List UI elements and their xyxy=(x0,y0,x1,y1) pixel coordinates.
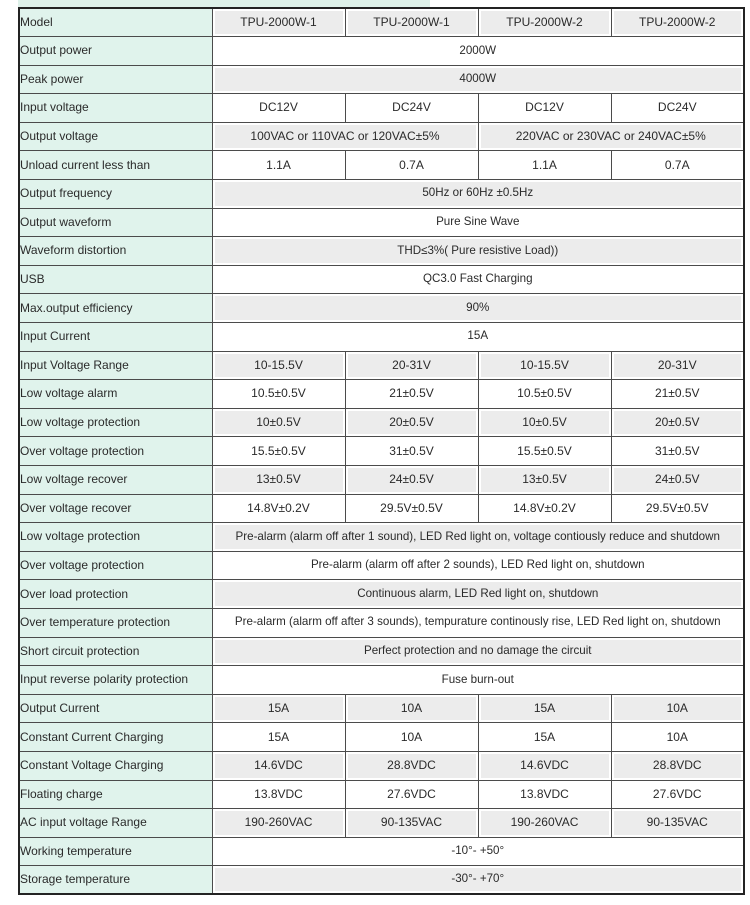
table-row xyxy=(19,237,744,266)
row-label: Max.output efficiency xyxy=(19,294,212,323)
table-row xyxy=(19,265,744,294)
table-row xyxy=(19,608,744,637)
spec-value-cell: 10A xyxy=(611,694,744,723)
table-row xyxy=(19,208,744,237)
spec-value-cell: 10±0.5V xyxy=(478,408,611,437)
table-row xyxy=(19,837,744,866)
table-row xyxy=(19,180,744,209)
spec-value-cell: 14.8V±0.2V xyxy=(478,494,611,523)
row-label: Input Current xyxy=(19,323,212,352)
spec-value-cell: 100VAC or 110VAC or 120VAC±5% xyxy=(212,122,478,151)
spec-value-cell: Pre-alarm (alarm off after 3 sounds), tempurature continously rise, LED Red light on, shutdown xyxy=(212,608,744,637)
row-label: Output voltage xyxy=(19,122,212,151)
spec-value-cell: 29.5V±0.5V xyxy=(345,494,478,523)
spec-value-cell: 13±0.5V xyxy=(478,466,611,495)
row-label: Output Current xyxy=(19,694,212,723)
row-label: Output waveform xyxy=(19,208,212,237)
table-row xyxy=(19,380,744,409)
spec-value-cell: 190-260VAC xyxy=(212,809,345,838)
table-row xyxy=(19,780,744,809)
row-label: Over temperature protection xyxy=(19,608,212,637)
spec-value-cell: 90-135VAC xyxy=(611,809,744,838)
spec-value-cell: 1.1A xyxy=(478,151,611,180)
spec-value-cell: 220VAC or 230VAC or 240VAC±5% xyxy=(478,122,744,151)
spec-value-cell: 13±0.5V xyxy=(212,466,345,495)
spec-value-cell: -10°- +50° xyxy=(212,837,744,866)
row-label: Output power xyxy=(19,37,212,66)
spec-value-cell: Fuse burn-out xyxy=(212,666,744,695)
table-row xyxy=(19,466,744,495)
spec-value-cell: 27.6VDC xyxy=(611,780,744,809)
table-row xyxy=(19,666,744,695)
spec-value-cell: 10A xyxy=(611,723,744,752)
row-label: Input reverse polarity protection xyxy=(19,666,212,695)
spec-value-cell: 29.5V±0.5V xyxy=(611,494,744,523)
spec-value-cell: 15.5±0.5V xyxy=(212,437,345,466)
spec-value-cell: 10A xyxy=(345,694,478,723)
table-row xyxy=(19,637,744,666)
spec-value-cell: TPU-2000W-2 xyxy=(611,8,744,37)
row-label: Input Voltage Range xyxy=(19,351,212,380)
spec-value-cell: 20-31V xyxy=(345,351,478,380)
spec-value-cell: 90-135VAC xyxy=(345,809,478,838)
spec-value-cell: Continuous alarm, LED Red light on, shutdown xyxy=(212,580,744,609)
spec-value-cell: 28.8VDC xyxy=(611,751,744,780)
spec-table-body xyxy=(19,8,744,894)
spec-value-cell: 31±0.5V xyxy=(611,437,744,466)
spec-value-cell: 10±0.5V xyxy=(212,408,345,437)
spec-value-cell: 10A xyxy=(345,723,478,752)
table-row xyxy=(19,809,744,838)
table-row xyxy=(19,408,744,437)
spec-value-cell: 10.5±0.5V xyxy=(212,380,345,409)
spec-value-cell: 20±0.5V xyxy=(611,408,744,437)
row-label: Unload current less than xyxy=(19,151,212,180)
spec-value-cell: 15A xyxy=(212,723,345,752)
table-row xyxy=(19,37,744,66)
spec-value-cell: Pure Sine Wave xyxy=(212,208,744,237)
spec-value-cell: 10.5±0.5V xyxy=(478,380,611,409)
spec-value-cell: Pre-alarm (alarm off after 1 sound), LED Red light on, voltage contiously reduce and shutdown xyxy=(212,523,744,552)
table-row xyxy=(19,8,744,37)
row-label: Low voltage protection xyxy=(19,408,212,437)
row-label: Short circuit protection xyxy=(19,637,212,666)
table-row xyxy=(19,494,744,523)
row-label: Output frequency xyxy=(19,180,212,209)
row-label: Input voltage xyxy=(19,94,212,123)
row-label: Over load protection xyxy=(19,580,212,609)
table-row xyxy=(19,323,744,352)
row-label: Low voltage recover xyxy=(19,466,212,495)
spec-value-cell: Perfect protection and no damage the circuit xyxy=(212,637,744,666)
spec-value-cell: 10-15.5V xyxy=(212,351,345,380)
row-label: Storage temperature xyxy=(19,866,212,895)
spec-value-cell: 20-31V xyxy=(611,351,744,380)
spec-value-cell: Pre-alarm (alarm off after 2 sounds), LED Red light on, shutdown xyxy=(212,551,744,580)
row-label: Peak power xyxy=(19,65,212,94)
table-row xyxy=(19,122,744,151)
spec-value-cell: QC3.0 Fast Charging xyxy=(212,265,744,294)
spec-value-cell: 15.5±0.5V xyxy=(478,437,611,466)
table-row xyxy=(19,751,744,780)
spec-value-cell: 24±0.5V xyxy=(611,466,744,495)
table-row xyxy=(19,351,744,380)
spec-value-cell: 13.8VDC xyxy=(212,780,345,809)
spec-value-cell: 190-260VAC xyxy=(478,809,611,838)
row-label: Low voltage alarm xyxy=(19,380,212,409)
spec-value-cell: 21±0.5V xyxy=(345,380,478,409)
table-row xyxy=(19,723,744,752)
row-label: Constant Voltage Charging xyxy=(19,751,212,780)
top-edge-strip xyxy=(18,0,430,7)
spec-value-cell: 14.8V±0.2V xyxy=(212,494,345,523)
spec-value-cell: 50Hz or 60Hz ±0.5Hz xyxy=(212,180,744,209)
spec-value-cell: 15A xyxy=(478,723,611,752)
table-row xyxy=(19,866,744,895)
table-row xyxy=(19,551,744,580)
spec-value-cell: 21±0.5V xyxy=(611,380,744,409)
spec-value-cell: TPU-2000W-1 xyxy=(345,8,478,37)
spec-value-cell: DC12V xyxy=(212,94,345,123)
table-row xyxy=(19,437,744,466)
row-label: Over voltage protection xyxy=(19,551,212,580)
spec-value-cell: THD≤3%( Pure resistive Load)) xyxy=(212,237,744,266)
spec-value-cell: 28.8VDC xyxy=(345,751,478,780)
spec-table xyxy=(18,7,745,895)
table-row xyxy=(19,523,744,552)
spec-value-cell: 0.7A xyxy=(611,151,744,180)
spec-value-cell: 13.8VDC xyxy=(478,780,611,809)
spec-value-cell: 1.1A xyxy=(212,151,345,180)
spec-value-cell: 10-15.5V xyxy=(478,351,611,380)
table-row xyxy=(19,694,744,723)
spec-value-cell: 15A xyxy=(212,323,744,352)
spec-value-cell: TPU-2000W-2 xyxy=(478,8,611,37)
spec-value-cell: 27.6VDC xyxy=(345,780,478,809)
row-label: AC input voltage Range xyxy=(19,809,212,838)
table-row xyxy=(19,65,744,94)
row-label: Low voltage protection xyxy=(19,523,212,552)
table-row xyxy=(19,294,744,323)
spec-value-cell: 24±0.5V xyxy=(345,466,478,495)
table-row xyxy=(19,580,744,609)
spec-value-cell: 90% xyxy=(212,294,744,323)
table-row xyxy=(19,151,744,180)
spec-value-cell: -30°- +70° xyxy=(212,866,744,895)
spec-value-cell: 31±0.5V xyxy=(345,437,478,466)
spec-value-cell: DC24V xyxy=(611,94,744,123)
row-label: Over voltage protection xyxy=(19,437,212,466)
row-label: Floating charge xyxy=(19,780,212,809)
row-label: Model xyxy=(19,8,212,37)
spec-value-cell: TPU-2000W-1 xyxy=(212,8,345,37)
table-row xyxy=(19,94,744,123)
spec-value-cell: 2000W xyxy=(212,37,744,66)
spec-value-cell: 20±0.5V xyxy=(345,408,478,437)
row-label: Waveform distortion xyxy=(19,237,212,266)
spec-value-cell: 4000W xyxy=(212,65,744,94)
spec-value-cell: 15A xyxy=(212,694,345,723)
spec-value-cell: 14.6VDC xyxy=(478,751,611,780)
spec-value-cell: 14.6VDC xyxy=(212,751,345,780)
spec-value-cell: DC24V xyxy=(345,94,478,123)
spec-value-cell: DC12V xyxy=(478,94,611,123)
spec-value-cell: 0.7A xyxy=(345,151,478,180)
row-label: Constant Current Charging xyxy=(19,723,212,752)
row-label: Working temperature xyxy=(19,837,212,866)
spec-value-cell: 15A xyxy=(478,694,611,723)
row-label: Over voltage recover xyxy=(19,494,212,523)
row-label: USB xyxy=(19,265,212,294)
